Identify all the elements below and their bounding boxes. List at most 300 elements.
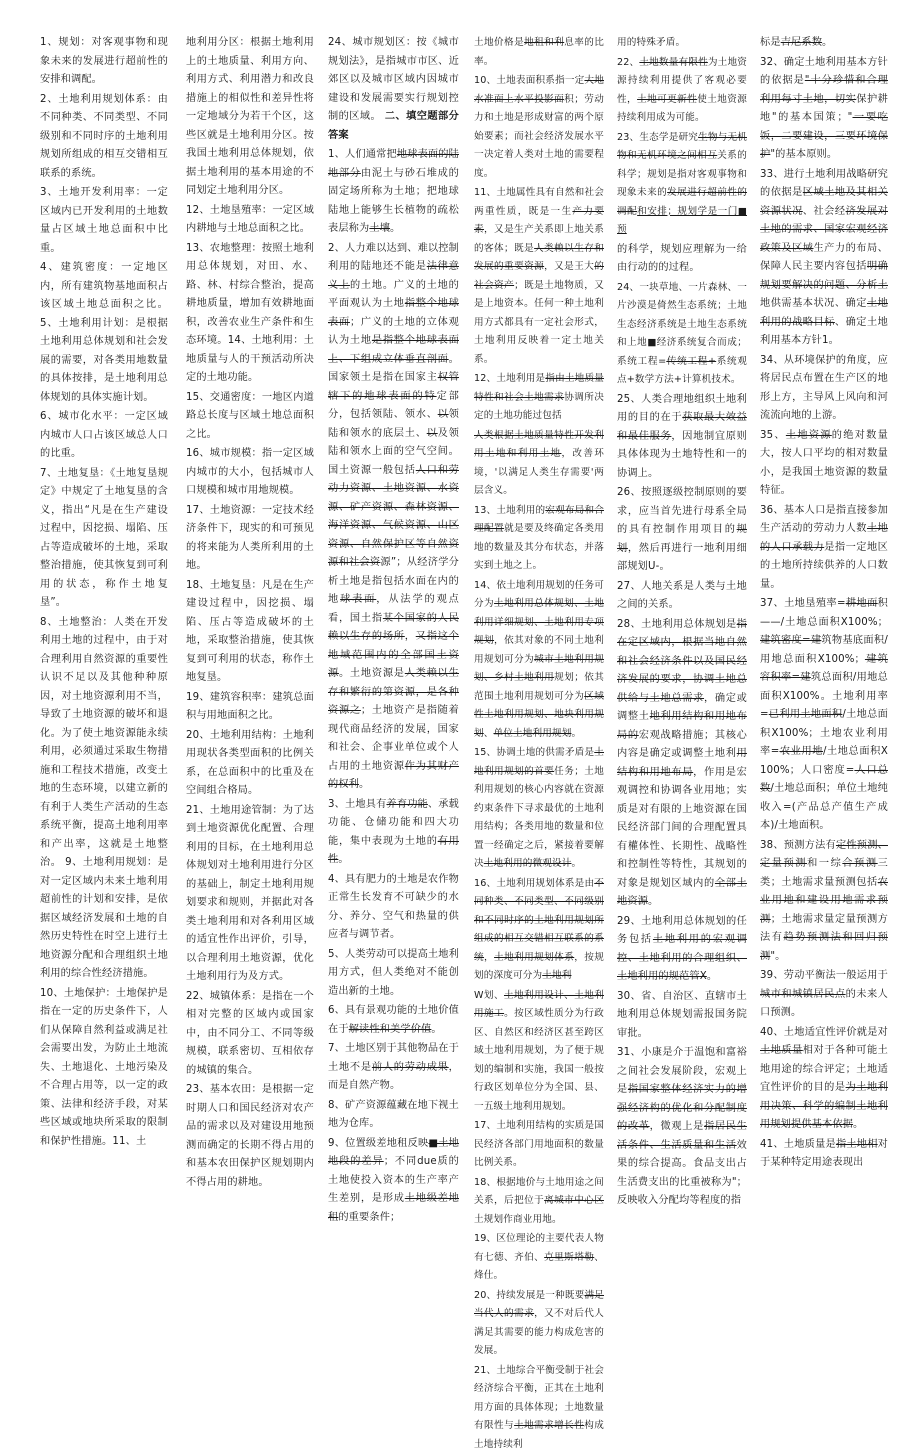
paragraph xyxy=(40,259,168,407)
text-segment: 土地质量 xyxy=(760,1045,803,1056)
text-segment: 规划 xyxy=(617,524,747,554)
text-segment: 21、土地用途管制：为了达到土地资源优化配置、合理利用的目标，在土地利用总体规划对土地利用进行分区的基础上，制定土地利用规划要求和规则，并据此对各类土地利用和对各利用区域的适宜性作出评价，引导，以合理利用土地资源，优化土地利用行为及方式。 xyxy=(186,805,314,983)
text-segment: 已利用土地面积 xyxy=(769,709,843,720)
text-segment: 。 xyxy=(571,728,581,739)
text-segment: 15、协调土地的供需矛盾是 xyxy=(474,747,594,758)
text-segment: 就是要及终确定各类用地的数量及其分布状态，并落实到土地之上。 xyxy=(474,523,604,571)
paragraph xyxy=(474,1230,604,1286)
text-segment: 区域土地及其相关资源状况 xyxy=(760,187,888,217)
text-segment: 构成土地持续利 xyxy=(474,1420,604,1450)
text-segment: 系统观点+数学方法+计算机技术。 xyxy=(617,356,747,386)
text-segment: ；既是土地物质，又是上地资本。任何一种土地利用方式都具有一定社会形式，土地利用反映着一定土地关系。 xyxy=(474,280,604,365)
paragraph xyxy=(617,484,747,577)
text-segment: 33、进行土地利用战略研究的依据是 xyxy=(760,169,888,199)
paragraph xyxy=(474,1174,604,1230)
text-segment: 32、确定土地利用基本方针的依据是 xyxy=(760,57,888,87)
text-segment: 生物与无机物和无机环境之间相互 xyxy=(617,132,747,162)
text-segment: ， xyxy=(405,631,416,642)
text-segment: 23、生态学是研究 xyxy=(617,132,698,143)
text-segment: 不同种类、不同类型、不同级别和不同时序的土地利用规划所组成的相互交错相互联系的系统 xyxy=(474,878,604,963)
paragraph xyxy=(186,202,314,239)
text-segment: 。 xyxy=(822,37,832,48)
text-segment: 7、土地复垦：《土地复垦规定》中规定了土地复垦的含义，指出“凡是在生产建设过程中，因挖损、塌陷、压占等造成破坏的土地，采取整治措施，使其恢复到可利用的状态，称作土地复垦”。 xyxy=(40,468,168,609)
paragraph xyxy=(617,241,747,278)
text-segment: 球表面 xyxy=(340,594,376,605)
paragraph xyxy=(617,279,747,390)
text-column-6 xyxy=(760,34,888,1290)
text-segment: 、烽仕。 xyxy=(474,1252,604,1282)
text-segment: 某个国家的人民赖以生存的场所 xyxy=(328,613,459,643)
text-segment: 协调所决定的土地功能过包括 xyxy=(474,392,604,422)
text-segment: 20、持续发展是一种既要 xyxy=(474,1290,584,1301)
paragraph xyxy=(760,166,888,351)
text-segment: 3、土地开发利用率：一定区域内已开发利用的土地数量占区域土地总面积中比重。 xyxy=(40,187,168,254)
text-segment: 土地利用的微观设计 xyxy=(484,858,572,869)
text-segment: 的重要条件； xyxy=(338,1212,400,1223)
text-segment: 7、土地区别于其他物品在于土地不是 xyxy=(328,1043,459,1073)
text-segment: 土地资源 xyxy=(786,430,832,441)
text-segment: 土地利 xyxy=(542,970,571,981)
text-segment: 养育功能 xyxy=(386,799,427,810)
text-segment: ，又不对后代人满足其需要的能力构成危害的发展。 xyxy=(474,1308,604,1356)
text-column-4 xyxy=(474,34,604,1290)
text-segment: ；土地需求量定量预测方法有 xyxy=(760,914,888,944)
text-segment: 19、区位理论的主要代表人物有七德、齐伯、 xyxy=(474,1233,604,1263)
text-segment: 、社会经 xyxy=(803,206,846,217)
text-segment: "的基本原则。 xyxy=(770,149,837,160)
text-segment: 11、土地属性具有自然和社会两重性质，既是一生 xyxy=(474,187,604,217)
paragraph xyxy=(186,389,314,445)
text-segment: 保护耕地"的基本国策；" xyxy=(760,94,888,124)
text-segment: 法律意义上 xyxy=(328,261,459,291)
paragraph xyxy=(617,988,747,1044)
text-segment: 24、一块草地、一片森林、一片沙漠是倚然生态系统；土地生态经济系统是土地生态系统和上地■经济系统复合而成；系统工程= xyxy=(617,282,747,367)
text-segment: 18、根据地价与土地用途之间关系，后把位于 xyxy=(474,1177,604,1207)
text-segment: ，确定或调整土 xyxy=(617,693,747,723)
paragraph xyxy=(760,837,888,967)
text-segment: 相对于各种可能土地用途的综合评定；土地适宜性评价的目的是 xyxy=(760,1045,888,1093)
paragraph xyxy=(186,34,314,201)
text-segment: ，又是生产关系即上地关系的客体；既是 xyxy=(474,224,604,254)
paragraph xyxy=(186,577,314,688)
text-segment: 5、人类劳动可以提高土地利用方式，但人类绝对不能创造出新的土地。 xyxy=(328,949,459,997)
text-segment: 。按区域性质分为行政区、自然区和经济区甚至跨区域土地利用规划 xyxy=(474,1008,604,1056)
text-segment: 12、土地利用是 xyxy=(474,373,545,384)
paragraph xyxy=(328,1002,459,1039)
text-segment: 的未来人口预测。 xyxy=(760,989,888,1019)
text-segment: ，从法学的观点看，国土指 xyxy=(328,594,459,624)
text-segment: 又指这个地域范围内的全部国土资源 xyxy=(328,631,459,679)
text-segment: ，因地制宜原则具体体现为土地特性和一的协调上。 xyxy=(617,431,747,479)
text-segment: 8、矿产资源蕴藏在地下视土地为仓库。 xyxy=(328,1100,459,1130)
paragraph xyxy=(186,1081,314,1192)
text-segment: W划、 xyxy=(474,990,504,1001)
paragraph xyxy=(760,1024,888,1135)
text-segment: 。土地资源是 xyxy=(339,668,405,679)
text-segment: 大地水准面上水平投影面 xyxy=(474,75,604,105)
text-segment: 任务；土地利用规划的核心内容就在资源约束条件下寻求最优的土地利用结构；各类用地的数量和位置一经确定之后，紧接着要解决 xyxy=(474,766,604,870)
text-segment: 14、依土地利用规划的任务可分为 xyxy=(474,580,604,610)
text-segment: 三类；土地需求量预测包括 xyxy=(760,858,888,888)
text-column-1 xyxy=(40,34,168,1290)
text-segment: 源”；从经济学分析土地是指包括水面在内的地 xyxy=(328,557,459,605)
paragraph xyxy=(617,578,747,615)
paragraph xyxy=(617,913,747,987)
paragraph xyxy=(474,502,604,576)
paragraph xyxy=(474,744,604,874)
text-segment: 30、省、自治区、直辖市土地利用总体规划需报国务院审批。 xyxy=(617,991,747,1039)
text-segment: 息率的比率。 xyxy=(474,37,604,67)
text-segment: 的科学，规划应理解为一给由行动的的过程。 xyxy=(617,244,747,274)
text-segment: 地利用分区：根据土地利用上的土地质量、利用方向、利用方式、利用潜力和改良措施上的相似性和差异性将一定地域分为若干个区，这些区就是土地利用分区。按我国土地利用总体规划，依据土地利用的基本用途的不同划定土地利用分区。 xyxy=(186,37,314,196)
text-segment: /土地总面积X100%；土地农业利用率= xyxy=(760,709,888,757)
text-segment: ，然后再进行一地利用细部规划U-。 xyxy=(617,543,747,573)
text-segment: 土地利用的战略目标 xyxy=(760,298,888,328)
text-segment: 产力要素 xyxy=(474,206,604,236)
paragraph xyxy=(328,871,459,945)
text-segment: 指由土地质量特性和社会土地需求 xyxy=(474,373,604,403)
text-segment: 一要吃饭，二要建设，三要环境保护 xyxy=(760,112,888,160)
text-segment: 37、土地垦殖率= xyxy=(760,598,846,609)
text-segment: 。 xyxy=(707,971,717,982)
text-segment: 为土地资源持续利用提供了客观必要性 xyxy=(617,57,747,105)
paragraph xyxy=(40,34,168,90)
text-segment: 21、土地综合平衡受制于社会经济综合平衡，正其在土地利用方面的具体体现；土地数量有限性与 xyxy=(474,1365,604,1432)
text-segment: 指居民生活条件、生活质量和生活 xyxy=(617,1121,747,1151)
text-segment: 和安排；规划学是一门■预 xyxy=(617,206,747,236)
text-segment: ，而是自然产物。 xyxy=(328,1062,459,1092)
text-segment: 效果的综合提高。食品支出占生活费支出的比重被称为"；反映收入分配均等程度的指 xyxy=(617,1140,747,1207)
text-segment: 农业用地和建设用地需求预测 xyxy=(760,877,888,925)
text-segment: 。国家领土是指在国家主 xyxy=(328,354,459,384)
text-segment: 全部土地资源 xyxy=(617,878,747,908)
text-segment: 39、劳动平衡法一般运用于 xyxy=(760,970,888,981)
text-segment: 明确规划要解决的问题、分析土 xyxy=(760,261,888,291)
paragraph xyxy=(760,1136,888,1173)
text-segment: 土地价格是 xyxy=(474,37,524,48)
text-segment: /土地总面积；单位土地纯收入=(产品总产值生产成本)/土地面积。 xyxy=(760,783,888,831)
text-segment: 4、具有肥力的土地是农作物正常生长发育不可缺少的水分、养分、空气和热量的供应者与调节者。 xyxy=(328,874,459,941)
text-segment: 17、土地资源：一定技术经济条件下，现实的和可预见的将来能为人类所利用的土地。 xyxy=(186,505,314,572)
paragraph xyxy=(40,408,168,464)
paragraph xyxy=(328,1040,459,1096)
text-segment: 用的特殊矛盾。 xyxy=(617,37,685,48)
paragraph xyxy=(474,184,604,369)
paragraph xyxy=(474,987,604,1117)
text-segment: 为土地利用决策、科 xyxy=(760,1082,888,1112)
text-segment: 1、规划：对客观事物和现象未来的发展进行超前性的安排和调配。 xyxy=(40,37,168,85)
text-segment: ，按规划的深度可分为 xyxy=(474,952,604,982)
text-segment: 地利用结构和用地布局的 xyxy=(617,711,747,741)
text-segment: 地球表面的陆地部分 xyxy=(328,149,459,179)
text-segment: 耕地面 xyxy=(846,598,878,609)
paragraph xyxy=(760,54,888,165)
text-segment: 。 xyxy=(359,779,369,790)
text-segment: 36、基本人口是指直接参加生产活动的劳动力人数 xyxy=(760,505,888,535)
text-segment: 农业用地 xyxy=(779,746,823,757)
text-segment: 克里斯塔勒 xyxy=(544,1252,594,1263)
text-column-2 xyxy=(186,34,314,1290)
text-segment: 24、城市规划区：按《城市规划法》，是指城市市区、近郊区以及城市区域内因城市建设和发展需要实行规划控制的区域。 xyxy=(328,37,459,122)
text-segment: 土地利用总体规划、土地利用详细规划、土地利用专项规划 xyxy=(474,598,604,646)
text-column-5 xyxy=(617,34,747,1290)
text-segment: 8、土地整治：人类在开发利用土地的过程中，由于对合理利用自然资源的重要性认识不足以及其他种种原因，对土地资源利用不当，导致了土地资源的破坏和退化。为了使土地资源能永续利用，必须通过采取生物措施和工程技术措施，改变土地的生态环境，以建立新的有利于人类生产活动的生态系统平衡，提高土地利用率和产出率，这就是土地整治。 9、土地利用规划：是对一定区域内未来土地利用超前性的计划和安排，是依据区域经济发展和土地的自然历史特性在时空上进行土地资源分配和合理组织土地利用的综合性经济措施。 xyxy=(40,617,168,980)
text-segment: ，又是王大 xyxy=(544,261,594,272)
text-segment: ，为了便于规划的编制和实施，我国一般按行政区划单位分为全国、县、一五级土地利用规划。 xyxy=(474,1045,604,1112)
text-segment: 13、土地利用的 xyxy=(474,505,545,516)
paragraph xyxy=(186,727,314,801)
paragraph xyxy=(617,391,747,484)
text-segment: 20、土地利用结构：土地利用现状各类型面积的比例关系，在总面积中的比重及在空间组合格局。 xyxy=(186,730,314,797)
text-segment: 积——/土地总面积X100%； xyxy=(760,598,888,628)
text-segment: 。 xyxy=(338,854,348,865)
text-segment: 吉尼系数 xyxy=(781,37,822,48)
text-segment: 12、土地垦殖率：一定区域内耕地与土地总面积之比。 xyxy=(186,205,314,235)
text-segment: 获取最大效益和最佳服务 xyxy=(617,412,747,442)
text-segment: 土地需求增长性 xyxy=(514,1420,584,1431)
paragraph xyxy=(474,427,604,501)
text-segment: 土地数量有限性 xyxy=(639,57,708,68)
text-segment: 22、城镇体系：是指在一个相对完整的区域内或国家中，由不同分工、不同等级规模，联系密切、互相依存的城镇的集合。 xyxy=(186,991,314,1076)
paragraph xyxy=(760,427,888,501)
text-segment: 指土地相 xyxy=(836,1139,878,1150)
text-segment: 4、建筑密度：一定地区内，所有建筑物基地面积占该区域土地总面积之比。 5、土地利用计划：是根据土地利用总体规划和社会发展的需要，对各类用地数量的具体按排，是土地利用总体规划的具体实施计划。 xyxy=(40,262,168,403)
text-column-3 xyxy=(328,34,459,1290)
text-segment: 15、交通密度：一地区内道路总长度与区域土地总面积之比。 xyxy=(186,392,314,440)
text-segment: 6、具有景观功能的土地价值在于 xyxy=(328,1005,459,1035)
text-segment: 定部分，包括领陆、领水、 xyxy=(328,391,459,421)
paragraph xyxy=(186,502,314,576)
paragraph xyxy=(328,1097,459,1134)
text-segment: 17、土地利用结构的实质是国民经济各部门用地面积的数量比例关系。 xyxy=(474,1120,604,1168)
text-segment: 26、按照逐级控制原则的要求，应当首先进行母系全局的具有控制作用项目的 xyxy=(617,487,747,535)
text-segment: ，作用是宏观调控和协调各业用地；实质是对有限的上地资源在国民经济部门间的合理配置具有權体性、长期性、战略性和控制性等特性，其规划的对象是规划区域内的 xyxy=(617,767,747,889)
text-segment: 29、土地利用总体规划的任务包括 xyxy=(617,916,747,946)
text-segment: 31、小康是介于温饱和富裕之间社会发展阶段，宏观上是 xyxy=(617,1047,747,1095)
text-segment: 城市土地利用规划、乡村土地利用 xyxy=(474,654,604,684)
text-segment: 。 xyxy=(571,858,581,869)
text-segment: 9、位置级差地租反映 xyxy=(328,1138,428,1149)
text-segment: 指整个地球表面 xyxy=(328,298,459,328)
text-segment: 离城市中心区 xyxy=(544,1195,604,1206)
paragraph xyxy=(617,54,747,128)
text-segment: 土壤 xyxy=(369,223,390,234)
text-segment: 使土地资源持续利用成为可能。 xyxy=(617,94,747,124)
paragraph xyxy=(328,1135,459,1228)
text-segment: 。 xyxy=(648,896,658,907)
text-segment: 土地利用规划体系 xyxy=(494,952,574,963)
text-segment: 41、土地质量是 xyxy=(760,1139,836,1150)
text-segment: 、确定土地利用基本方针1。 xyxy=(760,317,888,347)
text-segment: 济发展对土地的需求、国家宏观经济政策及区域 xyxy=(760,206,888,254)
text-segment: 关系的科学；规划是指对客观事物和现象未来的 xyxy=(617,150,747,198)
text-segment: 合预测 xyxy=(842,858,877,869)
text-segment: 人类赖以生存和发展的重要资源 xyxy=(474,243,604,273)
paragraph xyxy=(328,240,459,795)
text-segment: 19、建筑容积率：建筑总面积与用地面积之比。 xyxy=(186,692,314,722)
text-segment: 发展进行超前性的调配 xyxy=(617,187,747,217)
text-segment: 土地利用设计、土地利用施工 xyxy=(474,990,604,1020)
text-segment: 38、预测方法有 xyxy=(760,840,836,851)
paragraph xyxy=(760,34,888,53)
text-segment: 的绝对数量大，按人口平均的相对数量小，是我国土地资源的数量特征。 xyxy=(760,430,888,497)
text-segment: 和一综 xyxy=(807,858,842,869)
paragraph xyxy=(474,1287,604,1361)
paragraph xyxy=(186,988,314,1081)
paragraph xyxy=(474,1117,604,1173)
text-segment: 用结构和用地布局 xyxy=(617,748,747,778)
text-segment: 指国家整体经济实力的增强经济构的优化和分配制度的改革 xyxy=(617,1084,747,1132)
paragraph xyxy=(328,34,459,145)
paragraph xyxy=(474,72,604,183)
text-segment: 趋势预测法和回归预测 xyxy=(760,932,888,962)
text-segment: 、承载功能、仓储功能和四大功能，集中表现为土地的 xyxy=(328,799,459,847)
text-segment: ， xyxy=(627,94,637,105)
paragraph xyxy=(617,1044,747,1211)
paragraph xyxy=(186,445,314,501)
text-segment: 人类根据土地质量特性开发利用土地和利用土地 xyxy=(474,430,604,460)
text-segment: 及领陆和领水上面的空气空间。国土资源一般包括 xyxy=(328,428,459,476)
text-segment: ；不同due质的土地使投入资本的生产率产生差别，是形成 xyxy=(328,1156,459,1204)
text-segment: ，依其对象的不同土地利用规划可分为 xyxy=(474,635,604,665)
text-segment: ，改善环境，'以满足人类生存需要'两层含义。 xyxy=(474,448,604,496)
text-segment: 区域性土地利用规划、地块利用规划 xyxy=(474,691,604,739)
text-segment: 是指整个地球表面上、下组成立体垂直剖面 xyxy=(328,335,459,365)
text-segment: 人类赖以生存和繁衍的第资源，是各种资源之 xyxy=(328,668,459,716)
paragraph xyxy=(186,802,314,987)
text-segment: 解读性和美学价值 xyxy=(349,1024,432,1035)
text-segment: 标是 xyxy=(760,37,781,48)
paragraph xyxy=(474,577,604,744)
paragraph xyxy=(40,465,168,613)
text-segment: 积；劳动力和土地是形成财富的两个原始要素；而社会经济发展水平一决定着人类对土地的需要程度。 xyxy=(474,94,604,179)
paragraph xyxy=(40,184,168,258)
text-segment: 土地可更新性 xyxy=(637,94,697,105)
text-segment: 13、农地整理：按照土地利用总体规划，对田、水、路、林、村综合整治，提高耕地质量，增加有效耕地面积，改善农业生产条件和生态环境。14、土地利用：土地质量与人的干预活动所决定的土地功能。 xyxy=(186,243,314,384)
text-segment: 、 xyxy=(484,728,494,739)
text-segment: 宏观战略措施；其核心内容是确定或调整土地利 xyxy=(617,730,747,760)
paragraph xyxy=(328,796,459,870)
text-segment: 以 xyxy=(427,428,438,439)
paragraph xyxy=(328,146,459,239)
paragraph xyxy=(617,34,747,53)
text-segment: ，微观上是 xyxy=(650,1121,704,1132)
text-segment: ， xyxy=(484,952,494,963)
text-segment: 前人的劳动成果 xyxy=(372,1062,449,1073)
paragraph xyxy=(474,875,604,986)
paragraph xyxy=(760,967,888,1023)
text-segment: 40、土地适宜性评价就是对 xyxy=(760,1027,888,1038)
text-segment: 建筑容积率=建 xyxy=(760,654,888,684)
text-segment: 6、城市化水平：一定区域内城市人口占该区域总人口的比重。 xyxy=(40,411,168,459)
text-segment: ；土地资产是指随着现代商品经济的发展，国家和社会、企事业单位或个人占用的土地资源 xyxy=(328,705,459,772)
text-segment: 。 xyxy=(853,1119,863,1130)
text-segment: 的社会资产 xyxy=(474,261,604,291)
paragraph xyxy=(186,240,314,388)
text-segment: 35、 xyxy=(760,430,786,441)
text-segment: 3、土地具有 xyxy=(328,799,386,810)
text-segment: 土地级差地租 xyxy=(328,1193,459,1223)
text-segment: 23、基本农田：是根据一定时期人口和国民经济对农产品的需求以及对建设用地预测而确定的长期不得占用的和基本农田保护区规划期内不得占用的耕地。 xyxy=(186,1084,314,1188)
text-segment: 28、土地利用总体规划是 xyxy=(617,619,737,630)
paragraph xyxy=(40,91,168,184)
text-segment: 单位土地利用规划 xyxy=(494,728,572,739)
text-segment: 土规划作商业用地。 xyxy=(474,1214,562,1225)
text-segment: 土地利用规划的首要 xyxy=(474,747,604,777)
text-segment: 2、土地利用规划体系：由不同种类、不同类型、不同级别和不同时序的土地利用规划所组成的相互交错相互联系的系统。 xyxy=(40,94,168,179)
paragraph xyxy=(474,34,604,71)
text-segment: 土地利用的宏观调控、土地利用的合理组织、土地利用的规范管X xyxy=(617,934,747,982)
text-segment: 人口和劳动力资源、土地资源、水资源、矿产资源、森林资源、海洋资源、气候资源、山区资源、自然保护区等自然资源和社会资 xyxy=(328,465,459,569)
text-segment: 定性预测、定量预测 xyxy=(760,840,888,870)
text-segment: 由泥土与砂石堆成的固定场所称为土地；把地球陆地上能够生长植物的疏松表层称为 xyxy=(328,168,459,235)
text-segment: 筑总面积/用地总面积X100%。土地利用率= xyxy=(760,672,888,720)
paragraph xyxy=(617,129,747,240)
text-segment: 地供需基本状况、确定 xyxy=(760,298,867,309)
text-segment: 27、人地关系是人类与土地之间的关系。 xyxy=(617,581,747,611)
text-segment: 25、人类合理地组织土地利用的目的在于 xyxy=(617,394,747,424)
text-segment: 权管辖下的地球表面的特 xyxy=(328,372,459,402)
text-segment: 城市和城镇居民点 xyxy=(760,989,846,1000)
text-segment: "。 xyxy=(770,951,785,962)
text-segment: 地租和利 xyxy=(524,37,564,48)
text-segment: 2、人力难以达到、难以控制利用的陆地还不能是 xyxy=(328,243,459,273)
paragraph xyxy=(40,614,168,984)
text-segment: 10、土地表面积系指一定 xyxy=(474,75,584,86)
text-segment: 18、土地复垦：凡是在生产建设过程中，因挖损、塌陷、压占等造成破坏的土地，采取整治措施，使其恢复到可利用的状态，称作土地复垦。 xyxy=(186,580,314,684)
text-segment: 16、城市规模：指一定区域内城市的大小，包括城市人口规模和城市用地规模。 xyxy=(186,448,314,496)
text-segment: 以 xyxy=(438,409,449,420)
text-segment: 生产力的布局、保障人民主要内容包括 xyxy=(760,243,888,273)
paragraph xyxy=(760,595,888,836)
text-segment: 建筑密度=建 xyxy=(760,635,821,646)
text-segment: 传统工程+ xyxy=(666,356,716,367)
text-segment: 宏观布局和合理配置 xyxy=(474,505,604,535)
text-segment: 满足当代人的需求 xyxy=(474,1290,604,1320)
text-segment: 指在定区域内，根据当地自然和社会经济条件以及国民经济发展的要求，协调土地总供给与土地总需求 xyxy=(617,619,747,704)
text-segment: 规划；依其范围土地利用规划可分为 xyxy=(474,672,604,702)
text-segment: 学的编制土地利用规划提供基本依据 xyxy=(760,1101,888,1131)
text-segment: 22、 xyxy=(617,57,639,68)
paragraph xyxy=(186,689,314,726)
text-segment: ；广义的土地的立体观认为土地 xyxy=(328,317,459,347)
text-segment: 。 xyxy=(390,223,400,234)
text-segment: 人口总数 xyxy=(760,765,888,795)
text-segment: 有用性 xyxy=(328,836,459,866)
text-segment: 的土地。广义的土地的平面观认为土地 xyxy=(328,280,459,310)
paragraph xyxy=(328,946,459,1002)
paragraph xyxy=(474,1362,604,1454)
paragraph xyxy=(760,502,888,595)
text-segment: 10、土地保护：土地保护是指在一定的历史条件下，人们从保障自然利益或满足社会需要出发，为防止土地流失、土地退化、土地污染及不合理占用等，以一定的政策、法律和经济手段，对某些区域或地块所采取的限制和保护性措施。11、土 xyxy=(40,988,168,1147)
text-segment: 是指一定地区的土地所持续供养的人口数量。 xyxy=(760,542,888,590)
text-segment: 16、土地利用规划体系是由 xyxy=(474,878,594,889)
text-segment: 对于某种特定用途表现出 xyxy=(760,1139,888,1169)
text-segment: "十分珍惜和合理利用每寸土地，切实 xyxy=(760,75,888,105)
paragraph xyxy=(617,616,747,912)
text-segment: 土地的人口承载力 xyxy=(760,523,888,553)
text-segment: 。 xyxy=(431,1024,441,1035)
text-segment: /土地总面积X100%；人口密度= xyxy=(760,746,888,776)
text-segment: 34、从环境保护的角度，应将居民点布置在生产区的地形上方，主导风上风向和河流流向地的上游。 xyxy=(760,355,888,422)
text-segment: 筑物基底面积/用地总面积X100%； xyxy=(760,635,888,665)
text-segment: 1、人们通常把 xyxy=(328,149,397,160)
paragraph xyxy=(474,370,604,426)
text-segment: ■土地地段的差异 xyxy=(328,1138,459,1168)
text-segment: 二、填空题部分答案 xyxy=(328,111,459,141)
paragraph xyxy=(40,985,168,1152)
text-segment: 作为其财产的权利 xyxy=(328,761,459,791)
